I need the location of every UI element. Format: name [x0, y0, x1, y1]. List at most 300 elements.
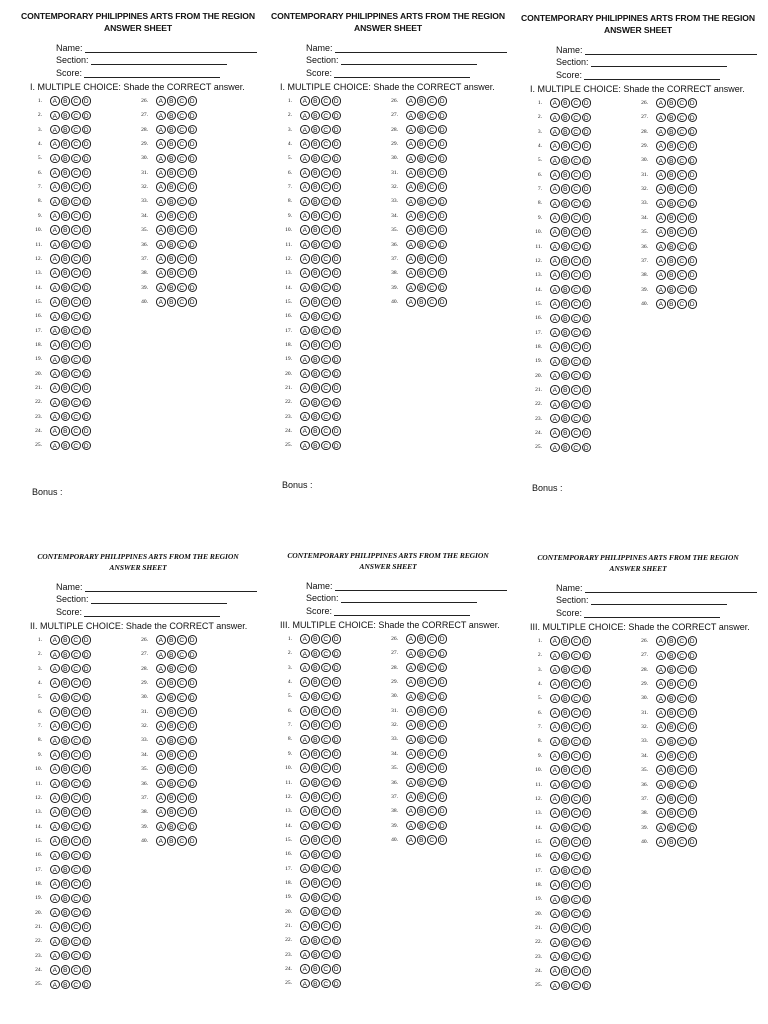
answer-bubble-b[interactable]: B	[417, 749, 427, 759]
answer-bubble-b[interactable]: B	[561, 780, 571, 790]
answer-bubble-c[interactable]: C	[677, 156, 687, 166]
answer-bubble-b[interactable]: B	[561, 400, 571, 410]
answer-bubble-b[interactable]: B	[667, 694, 677, 704]
answer-bubble-b[interactable]: B	[167, 111, 177, 121]
answer-bubble-d[interactable]: D	[188, 211, 198, 221]
answer-bubble-a[interactable]: A	[156, 297, 166, 307]
answer-bubble-b[interactable]: B	[311, 398, 321, 408]
answer-bubble-d[interactable]: D	[582, 184, 592, 194]
answer-bubble-d[interactable]: D	[438, 792, 448, 802]
answer-bubble-a[interactable]: A	[656, 199, 666, 209]
answer-bubble-a[interactable]: A	[406, 168, 416, 178]
answer-bubble-c[interactable]: C	[71, 851, 81, 861]
answer-bubble-a[interactable]: A	[550, 414, 560, 424]
answer-bubble-b[interactable]: B	[667, 256, 677, 266]
answer-bubble-b[interactable]: B	[417, 139, 427, 149]
score-field[interactable]	[556, 67, 762, 80]
answer-bubble-c[interactable]: C	[677, 213, 687, 223]
answer-bubble-b[interactable]: B	[311, 355, 321, 365]
answer-bubble-a[interactable]: A	[50, 937, 60, 947]
answer-bubble-b[interactable]: B	[667, 708, 677, 718]
answer-bubble-d[interactable]: D	[688, 808, 698, 818]
answer-bubble-d[interactable]: D	[688, 794, 698, 804]
answer-bubble-d[interactable]: D	[438, 96, 448, 106]
answer-bubble-c[interactable]: C	[571, 113, 581, 123]
answer-bubble-d[interactable]: D	[582, 385, 592, 395]
answer-bubble-b[interactable]: B	[561, 722, 571, 732]
answer-bubble-b[interactable]: B	[561, 357, 571, 367]
answer-bubble-d[interactable]: D	[188, 635, 198, 645]
answer-bubble-c[interactable]: C	[71, 822, 81, 832]
answer-bubble-d[interactable]: D	[438, 125, 448, 135]
answer-bubble-b[interactable]: B	[561, 966, 571, 976]
answer-bubble-b[interactable]: B	[667, 837, 677, 847]
answer-bubble-d[interactable]: D	[688, 737, 698, 747]
answer-bubble-d[interactable]: D	[332, 806, 342, 816]
answer-bubble-c[interactable]: C	[321, 806, 331, 816]
answer-bubble-a[interactable]: A	[656, 651, 666, 661]
answer-bubble-a[interactable]: A	[156, 664, 166, 674]
answer-bubble-d[interactable]: D	[332, 634, 342, 644]
answer-bubble-d[interactable]: D	[82, 312, 92, 322]
answer-bubble-b[interactable]: B	[561, 242, 571, 252]
answer-bubble-a[interactable]: A	[550, 880, 560, 890]
answer-bubble-a[interactable]: A	[300, 692, 310, 702]
answer-bubble-c[interactable]: C	[71, 750, 81, 760]
answer-bubble-d[interactable]: D	[438, 139, 448, 149]
answer-bubble-a[interactable]: A	[50, 240, 60, 250]
answer-bubble-b[interactable]: B	[417, 154, 427, 164]
answer-bubble-b[interactable]: B	[561, 794, 571, 804]
answer-bubble-a[interactable]: A	[50, 693, 60, 703]
answer-bubble-b[interactable]: B	[417, 634, 427, 644]
answer-bubble-a[interactable]: A	[550, 141, 560, 151]
answer-bubble-c[interactable]: C	[71, 922, 81, 932]
answer-bubble-b[interactable]: B	[417, 211, 427, 221]
answer-bubble-c[interactable]: C	[177, 111, 187, 121]
answer-bubble-d[interactable]: D	[438, 168, 448, 178]
answer-bubble-a[interactable]: A	[656, 98, 666, 108]
answer-bubble-b[interactable]: B	[61, 793, 71, 803]
answer-bubble-a[interactable]: A	[156, 793, 166, 803]
answer-bubble-c[interactable]: C	[677, 794, 687, 804]
answer-bubble-c[interactable]: C	[427, 154, 437, 164]
answer-bubble-c[interactable]: C	[571, 751, 581, 761]
score-field[interactable]	[306, 65, 512, 78]
answer-bubble-c[interactable]: C	[571, 184, 581, 194]
answer-bubble-a[interactable]: A	[656, 636, 666, 646]
answer-bubble-a[interactable]: A	[50, 254, 60, 264]
answer-bubble-d[interactable]: D	[438, 692, 448, 702]
answer-bubble-c[interactable]: C	[71, 369, 81, 379]
answer-bubble-a[interactable]: A	[550, 400, 560, 410]
answer-bubble-d[interactable]: D	[582, 314, 592, 324]
answer-bubble-d[interactable]: D	[332, 692, 342, 702]
name-blank-line[interactable]	[585, 584, 757, 593]
answer-bubble-b[interactable]: B	[311, 96, 321, 106]
answer-bubble-b[interactable]: B	[311, 735, 321, 745]
answer-bubble-c[interactable]: C	[427, 168, 437, 178]
answer-bubble-c[interactable]: C	[571, 938, 581, 948]
answer-bubble-c[interactable]: C	[427, 197, 437, 207]
answer-bubble-b[interactable]: B	[167, 240, 177, 250]
answer-bubble-c[interactable]: C	[677, 722, 687, 732]
answer-bubble-b[interactable]: B	[61, 154, 71, 164]
answer-bubble-c[interactable]: C	[177, 139, 187, 149]
answer-bubble-d[interactable]: D	[332, 936, 342, 946]
answer-bubble-c[interactable]: C	[677, 751, 687, 761]
answer-bubble-c[interactable]: C	[177, 721, 187, 731]
name-blank-line[interactable]	[335, 44, 507, 53]
answer-bubble-b[interactable]: B	[61, 937, 71, 947]
answer-bubble-b[interactable]: B	[167, 635, 177, 645]
answer-bubble-b[interactable]: B	[167, 736, 177, 746]
name-field[interactable]	[56, 579, 262, 592]
answer-bubble-a[interactable]: A	[300, 778, 310, 788]
answer-bubble-c[interactable]: C	[427, 835, 437, 845]
answer-bubble-c[interactable]: C	[321, 821, 331, 831]
answer-bubble-a[interactable]: A	[300, 326, 310, 336]
answer-bubble-d[interactable]: D	[332, 398, 342, 408]
answer-bubble-c[interactable]: C	[427, 211, 437, 221]
answer-bubble-c[interactable]: C	[71, 312, 81, 322]
answer-bubble-a[interactable]: A	[406, 634, 416, 644]
answer-bubble-a[interactable]: A	[550, 428, 560, 438]
answer-bubble-b[interactable]: B	[311, 312, 321, 322]
answer-bubble-d[interactable]: D	[82, 340, 92, 350]
answer-bubble-b[interactable]: B	[561, 765, 571, 775]
answer-bubble-d[interactable]: D	[582, 270, 592, 280]
answer-bubble-d[interactable]: D	[582, 141, 592, 151]
name-blank-line[interactable]	[85, 44, 257, 53]
answer-bubble-b[interactable]: B	[561, 127, 571, 137]
answer-bubble-b[interactable]: B	[167, 168, 177, 178]
answer-bubble-d[interactable]: D	[438, 649, 448, 659]
answer-bubble-d[interactable]: D	[332, 268, 342, 278]
answer-bubble-c[interactable]: C	[177, 125, 187, 135]
answer-bubble-a[interactable]: A	[406, 735, 416, 745]
answer-bubble-b[interactable]: B	[561, 199, 571, 209]
answer-bubble-a[interactable]: A	[550, 199, 560, 209]
answer-bubble-c[interactable]: C	[321, 168, 331, 178]
answer-bubble-b[interactable]: B	[561, 156, 571, 166]
answer-bubble-d[interactable]: D	[332, 369, 342, 379]
answer-bubble-a[interactable]: A	[300, 921, 310, 931]
answer-bubble-a[interactable]: A	[156, 254, 166, 264]
answer-bubble-c[interactable]: C	[677, 127, 687, 137]
answer-bubble-a[interactable]: A	[50, 326, 60, 336]
answer-bubble-d[interactable]: D	[82, 240, 92, 250]
score-field[interactable]	[56, 65, 262, 78]
answer-bubble-b[interactable]: B	[61, 822, 71, 832]
answer-bubble-b[interactable]: B	[61, 355, 71, 365]
answer-bubble-a[interactable]: A	[50, 383, 60, 393]
answer-bubble-c[interactable]: C	[571, 880, 581, 890]
name-field[interactable]	[306, 578, 512, 591]
answer-bubble-c[interactable]: C	[427, 749, 437, 759]
answer-bubble-d[interactable]: D	[438, 111, 448, 121]
answer-bubble-b[interactable]: B	[311, 893, 321, 903]
answer-bubble-b[interactable]: B	[311, 326, 321, 336]
answer-bubble-d[interactable]: D	[582, 895, 592, 905]
answer-bubble-c[interactable]: C	[321, 96, 331, 106]
answer-bubble-d[interactable]: D	[82, 965, 92, 975]
answer-bubble-b[interactable]: B	[667, 227, 677, 237]
answer-bubble-a[interactable]: A	[300, 677, 310, 687]
answer-bubble-b[interactable]: B	[61, 168, 71, 178]
answer-bubble-d[interactable]: D	[188, 297, 198, 307]
answer-bubble-d[interactable]: D	[332, 340, 342, 350]
answer-bubble-a[interactable]: A	[300, 398, 310, 408]
answer-bubble-b[interactable]: B	[417, 254, 427, 264]
answer-bubble-b[interactable]: B	[61, 369, 71, 379]
answer-bubble-a[interactable]: A	[50, 951, 60, 961]
answer-bubble-b[interactable]: B	[311, 907, 321, 917]
answer-bubble-c[interactable]: C	[427, 806, 437, 816]
answer-bubble-c[interactable]: C	[321, 979, 331, 989]
answer-bubble-d[interactable]: D	[332, 850, 342, 860]
answer-bubble-d[interactable]: D	[438, 268, 448, 278]
answer-bubble-d[interactable]: D	[688, 184, 698, 194]
answer-bubble-a[interactable]: A	[50, 879, 60, 889]
answer-bubble-a[interactable]: A	[300, 720, 310, 730]
answer-bubble-b[interactable]: B	[667, 98, 677, 108]
answer-bubble-d[interactable]: D	[188, 240, 198, 250]
answer-bubble-c[interactable]: C	[71, 398, 81, 408]
answer-bubble-d[interactable]: D	[188, 197, 198, 207]
answer-bubble-a[interactable]: A	[656, 679, 666, 689]
answer-bubble-c[interactable]: C	[71, 779, 81, 789]
answer-bubble-c[interactable]: C	[677, 113, 687, 123]
answer-bubble-d[interactable]: D	[582, 443, 592, 453]
answer-bubble-d[interactable]: D	[188, 721, 198, 731]
answer-bubble-c[interactable]: C	[321, 864, 331, 874]
answer-bubble-b[interactable]: B	[667, 199, 677, 209]
answer-bubble-b[interactable]: B	[417, 283, 427, 293]
answer-bubble-b[interactable]: B	[311, 211, 321, 221]
answer-bubble-d[interactable]: D	[82, 225, 92, 235]
answer-bubble-c[interactable]: C	[71, 355, 81, 365]
answer-bubble-b[interactable]: B	[311, 720, 321, 730]
answer-bubble-c[interactable]: C	[427, 111, 437, 121]
answer-bubble-d[interactable]: D	[688, 141, 698, 151]
answer-bubble-d[interactable]: D	[82, 721, 92, 731]
answer-bubble-d[interactable]: D	[82, 96, 92, 106]
answer-bubble-c[interactable]: C	[677, 737, 687, 747]
answer-bubble-d[interactable]: D	[688, 113, 698, 123]
answer-bubble-a[interactable]: A	[300, 154, 310, 164]
answer-bubble-b[interactable]: B	[561, 299, 571, 309]
answer-bubble-b[interactable]: B	[61, 779, 71, 789]
answer-bubble-a[interactable]: A	[550, 170, 560, 180]
answer-bubble-b[interactable]: B	[311, 821, 321, 831]
answer-bubble-c[interactable]: C	[321, 125, 331, 135]
answer-bubble-a[interactable]: A	[50, 168, 60, 178]
section-field[interactable]	[556, 593, 762, 606]
answer-bubble-c[interactable]: C	[321, 139, 331, 149]
answer-bubble-d[interactable]: D	[582, 837, 592, 847]
answer-bubble-c[interactable]: C	[677, 170, 687, 180]
answer-bubble-b[interactable]: B	[167, 197, 177, 207]
answer-bubble-a[interactable]: A	[156, 211, 166, 221]
answer-bubble-a[interactable]: A	[300, 96, 310, 106]
answer-bubble-a[interactable]: A	[300, 111, 310, 121]
answer-bubble-d[interactable]: D	[688, 256, 698, 266]
answer-bubble-c[interactable]: C	[177, 154, 187, 164]
answer-bubble-a[interactable]: A	[550, 357, 560, 367]
answer-bubble-d[interactable]: D	[82, 441, 92, 451]
answer-bubble-a[interactable]: A	[50, 793, 60, 803]
answer-bubble-a[interactable]: A	[156, 764, 166, 774]
score-field[interactable]	[556, 605, 762, 618]
answer-bubble-c[interactable]: C	[427, 649, 437, 659]
answer-bubble-c[interactable]: C	[571, 952, 581, 962]
answer-bubble-b[interactable]: B	[61, 908, 71, 918]
answer-bubble-d[interactable]: D	[82, 707, 92, 717]
answer-bubble-d[interactable]: D	[688, 127, 698, 137]
answer-bubble-c[interactable]: C	[321, 225, 331, 235]
answer-bubble-d[interactable]: D	[332, 240, 342, 250]
answer-bubble-a[interactable]: A	[50, 750, 60, 760]
answer-bubble-a[interactable]: A	[50, 965, 60, 975]
answer-bubble-d[interactable]: D	[688, 708, 698, 718]
answer-bubble-d[interactable]: D	[582, 299, 592, 309]
answer-bubble-a[interactable]: A	[656, 127, 666, 137]
answer-bubble-a[interactable]: A	[300, 340, 310, 350]
answer-bubble-a[interactable]: A	[300, 355, 310, 365]
answer-bubble-b[interactable]: B	[311, 139, 321, 149]
answer-bubble-c[interactable]: C	[677, 256, 687, 266]
answer-bubble-a[interactable]: A	[550, 127, 560, 137]
answer-bubble-d[interactable]: D	[332, 821, 342, 831]
answer-bubble-d[interactable]: D	[438, 720, 448, 730]
answer-bubble-d[interactable]: D	[188, 154, 198, 164]
answer-bubble-d[interactable]: D	[332, 312, 342, 322]
answer-bubble-d[interactable]: D	[688, 780, 698, 790]
answer-bubble-d[interactable]: D	[332, 154, 342, 164]
answer-bubble-c[interactable]: C	[571, 414, 581, 424]
answer-bubble-b[interactable]: B	[311, 979, 321, 989]
answer-bubble-c[interactable]: C	[71, 211, 81, 221]
answer-bubble-a[interactable]: A	[550, 694, 560, 704]
answer-bubble-c[interactable]: C	[321, 268, 331, 278]
answer-bubble-a[interactable]: A	[50, 736, 60, 746]
answer-bubble-b[interactable]: B	[561, 852, 571, 862]
answer-bubble-b[interactable]: B	[417, 720, 427, 730]
answer-bubble-d[interactable]: D	[332, 326, 342, 336]
answer-bubble-c[interactable]: C	[177, 96, 187, 106]
answer-bubble-b[interactable]: B	[167, 96, 177, 106]
answer-bubble-a[interactable]: A	[50, 312, 60, 322]
answer-bubble-d[interactable]: D	[188, 268, 198, 278]
answer-bubble-c[interactable]: C	[321, 383, 331, 393]
answer-bubble-b[interactable]: B	[61, 879, 71, 889]
answer-bubble-d[interactable]: D	[582, 285, 592, 295]
answer-bubble-d[interactable]: D	[332, 355, 342, 365]
answer-bubble-a[interactable]: A	[300, 878, 310, 888]
answer-bubble-a[interactable]: A	[656, 780, 666, 790]
answer-bubble-d[interactable]: D	[582, 708, 592, 718]
answer-bubble-c[interactable]: C	[571, 141, 581, 151]
answer-bubble-a[interactable]: A	[300, 383, 310, 393]
answer-bubble-a[interactable]: A	[156, 678, 166, 688]
answer-bubble-a[interactable]: A	[300, 125, 310, 135]
answer-bubble-c[interactable]: C	[71, 937, 81, 947]
answer-bubble-c[interactable]: C	[571, 357, 581, 367]
answer-bubble-c[interactable]: C	[571, 923, 581, 933]
answer-bubble-b[interactable]: B	[167, 211, 177, 221]
answer-bubble-d[interactable]: D	[688, 694, 698, 704]
answer-bubble-a[interactable]: A	[300, 649, 310, 659]
answer-bubble-b[interactable]: B	[167, 254, 177, 264]
answer-bubble-a[interactable]: A	[50, 678, 60, 688]
answer-bubble-d[interactable]: D	[582, 328, 592, 338]
answer-bubble-d[interactable]: D	[82, 182, 92, 192]
score-blank-line[interactable]	[334, 69, 470, 78]
answer-bubble-d[interactable]: D	[438, 763, 448, 773]
answer-bubble-d[interactable]: D	[332, 96, 342, 106]
answer-bubble-d[interactable]: D	[332, 649, 342, 659]
answer-bubble-c[interactable]: C	[321, 412, 331, 422]
answer-bubble-d[interactable]: D	[82, 326, 92, 336]
answer-bubble-d[interactable]: D	[438, 297, 448, 307]
answer-bubble-a[interactable]: A	[656, 141, 666, 151]
answer-bubble-d[interactable]: D	[188, 225, 198, 235]
answer-bubble-c[interactable]: C	[677, 199, 687, 209]
answer-bubble-b[interactable]: B	[561, 141, 571, 151]
answer-bubble-a[interactable]: A	[406, 283, 416, 293]
section-blank-line[interactable]	[91, 595, 227, 604]
answer-bubble-d[interactable]: D	[438, 197, 448, 207]
answer-bubble-d[interactable]: D	[582, 938, 592, 948]
answer-bubble-d[interactable]: D	[582, 852, 592, 862]
answer-bubble-b[interactable]: B	[167, 721, 177, 731]
answer-bubble-b[interactable]: B	[167, 678, 177, 688]
answer-bubble-c[interactable]: C	[321, 936, 331, 946]
answer-bubble-d[interactable]: D	[188, 779, 198, 789]
section-blank-line[interactable]	[91, 56, 227, 65]
answer-bubble-d[interactable]: D	[332, 182, 342, 192]
answer-bubble-b[interactable]: B	[311, 706, 321, 716]
answer-bubble-a[interactable]: A	[550, 794, 560, 804]
answer-bubble-d[interactable]: D	[332, 426, 342, 436]
answer-bubble-c[interactable]: C	[71, 197, 81, 207]
answer-bubble-d[interactable]: D	[438, 240, 448, 250]
answer-bubble-a[interactable]: A	[406, 720, 416, 730]
answer-bubble-a[interactable]: A	[50, 635, 60, 645]
answer-bubble-a[interactable]: A	[300, 441, 310, 451]
answer-bubble-a[interactable]: A	[656, 285, 666, 295]
answer-bubble-b[interactable]: B	[61, 268, 71, 278]
answer-bubble-b[interactable]: B	[667, 823, 677, 833]
answer-bubble-a[interactable]: A	[406, 254, 416, 264]
answer-bubble-d[interactable]: D	[582, 737, 592, 747]
answer-bubble-a[interactable]: A	[50, 125, 60, 135]
answer-bubble-a[interactable]: A	[50, 398, 60, 408]
answer-bubble-c[interactable]: C	[71, 951, 81, 961]
answer-bubble-b[interactable]: B	[167, 297, 177, 307]
answer-bubble-d[interactable]: D	[688, 156, 698, 166]
answer-bubble-a[interactable]: A	[550, 837, 560, 847]
answer-bubble-d[interactable]: D	[582, 794, 592, 804]
answer-bubble-c[interactable]: C	[321, 950, 331, 960]
answer-bubble-a[interactable]: A	[656, 808, 666, 818]
answer-bubble-d[interactable]: D	[582, 357, 592, 367]
answer-bubble-a[interactable]: A	[550, 636, 560, 646]
answer-bubble-a[interactable]: A	[50, 807, 60, 817]
answer-bubble-c[interactable]: C	[427, 254, 437, 264]
answer-bubble-c[interactable]: C	[321, 964, 331, 974]
